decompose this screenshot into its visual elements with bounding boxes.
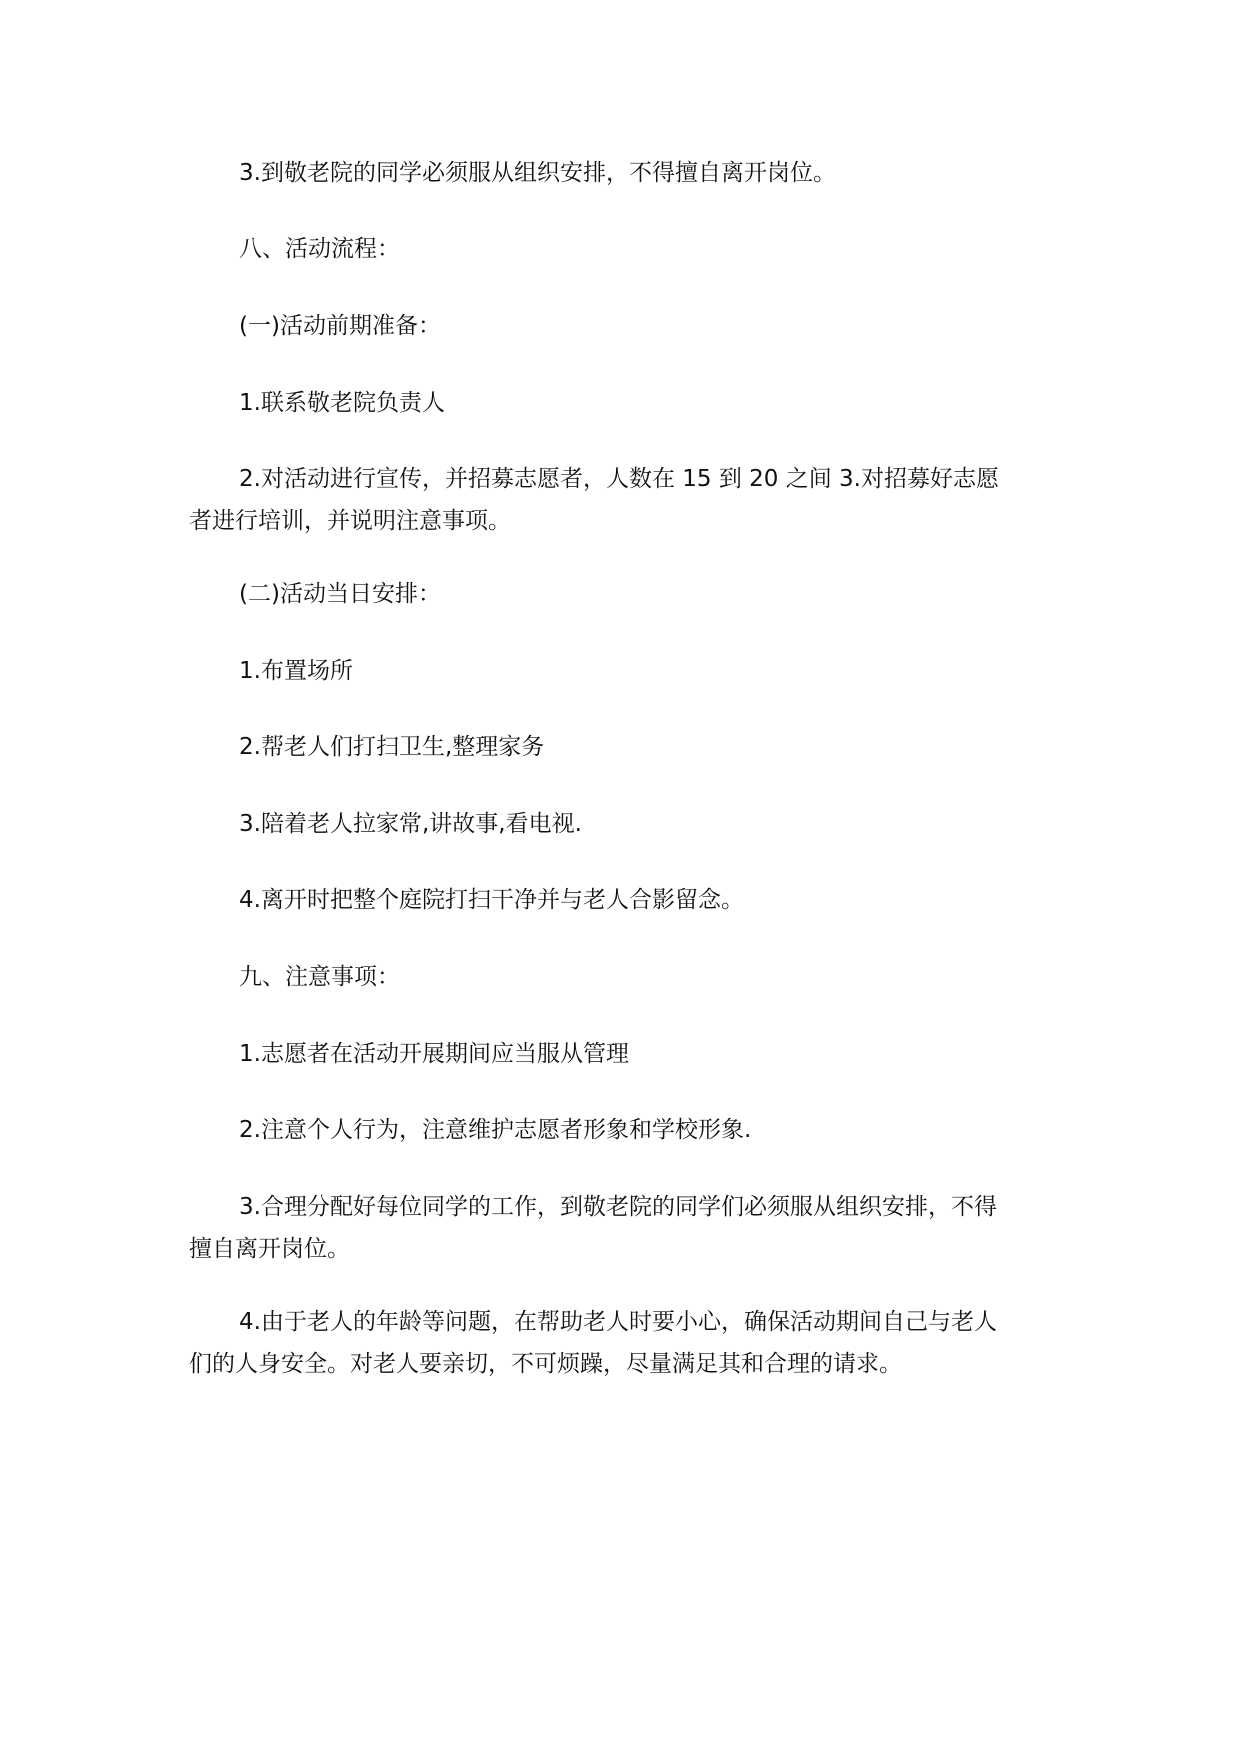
list-item-safety	[189, 1301, 1061, 1385]
subheading-day-schedule	[189, 573, 1061, 615]
paragraph-line: 1.志愿者在活动开展期间应当服从管理	[239, 1041, 629, 1067]
paragraph-attendance-rule	[189, 152, 1061, 194]
paragraph-line: 2.帮老人们打扫卫生,整理家务	[239, 734, 545, 760]
list-item-leaving	[189, 879, 1061, 921]
paragraph-line: 1.布置场所	[239, 658, 353, 684]
paragraph-line: 者进行培训，并说明注意事项。	[189, 508, 511, 534]
list-item-contact	[189, 382, 1061, 424]
paragraph-line: 3.合理分配好每位同学的工作，到敬老院的同学们必须服从组织安排，不得	[239, 1194, 997, 1220]
paragraph-line: 们的人身安全。对老人要亲切，不可烦躁，尽量满足其和合理的请求。	[189, 1351, 902, 1377]
list-item-behavior	[189, 1109, 1061, 1151]
paragraph-line: 2.对活动进行宣传，并招募志愿者，人数在 15 到 20 之间 3.对招募好志愿	[239, 466, 999, 492]
paragraph-line: 3.陪着老人拉家常,讲故事,看电视.	[239, 811, 582, 837]
list-item-venue	[189, 650, 1061, 692]
paragraph-line: 4.离开时把整个庭院打扫干净并与老人合影留念。	[239, 887, 744, 913]
list-item-cleaning	[189, 726, 1061, 768]
paragraph-line: 八、活动流程：	[239, 236, 400, 262]
list-item-recruit	[189, 458, 1061, 542]
section-heading-notes	[189, 956, 1061, 998]
paragraph-line: 2.注意个人行为，注意维护志愿者形象和学校形象.	[239, 1117, 752, 1143]
list-item-accompany	[189, 803, 1061, 845]
paragraph-line: 1.联系敬老院负责人	[239, 390, 445, 416]
paragraph-line: (一)活动前期准备：	[239, 313, 441, 339]
paragraph-line: 九、注意事项：	[239, 964, 400, 990]
paragraph-line: 擅自离开岗位。	[189, 1236, 350, 1262]
paragraph-line: (二)活动当日安排：	[239, 581, 441, 607]
list-item-obey	[189, 1033, 1061, 1075]
list-item-assignment	[189, 1186, 1061, 1270]
section-heading-process	[189, 228, 1061, 270]
paragraph-line: 4.由于老人的年龄等问题，在帮助老人时要小心，确保活动期间自己与老人	[239, 1309, 997, 1335]
subheading-preparation	[189, 305, 1061, 347]
paragraph-line: 3.到敬老院的同学必须服从组织安排，不得擅自离开岗位。	[239, 160, 836, 186]
